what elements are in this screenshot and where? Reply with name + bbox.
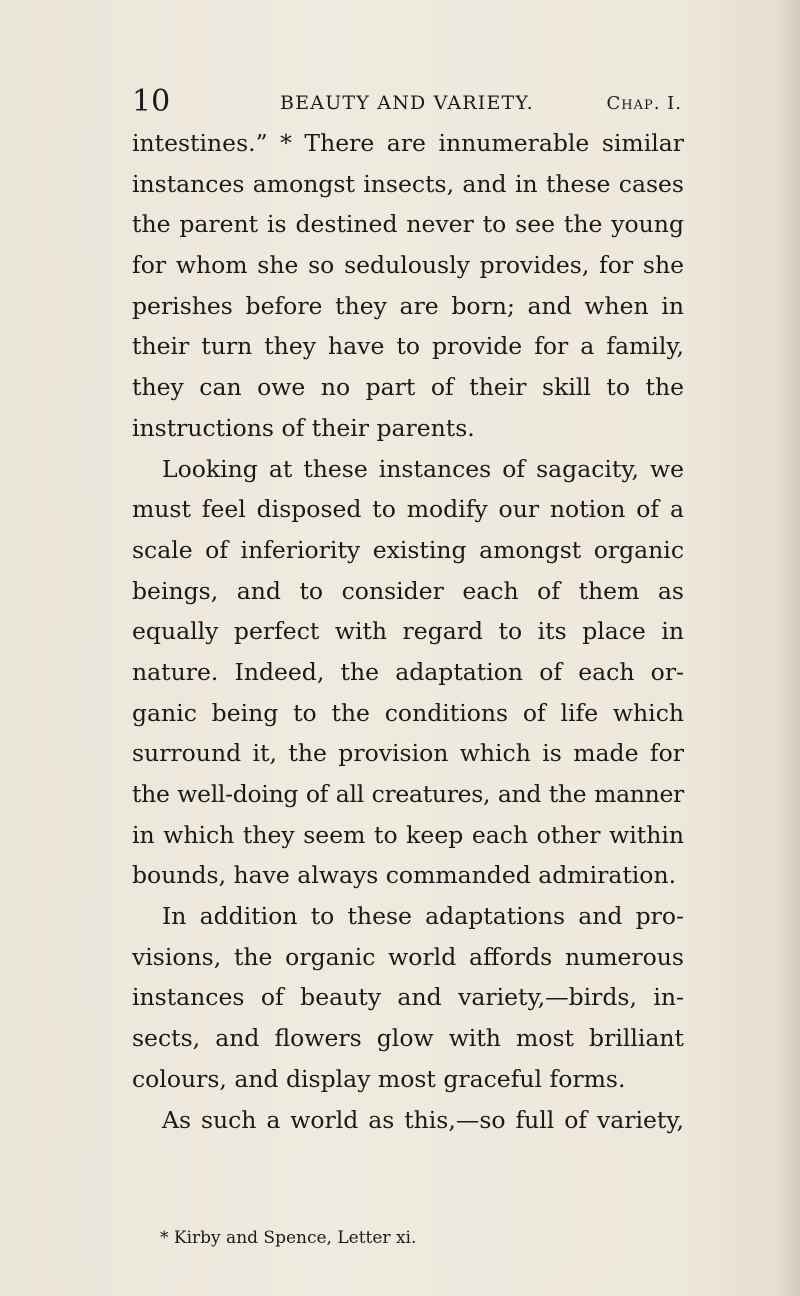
text-line: Looking at these instances of sagacity, we <box>162 454 684 483</box>
text-line: As such a world as this,—so full of variety, <box>162 1105 684 1134</box>
text-line: bounds, have always commanded admiration. <box>132 861 677 890</box>
running-title: BEAUTY AND VARIETY. <box>280 92 534 114</box>
text-line: perishes before they are born; and when in <box>132 291 684 320</box>
chapter-label: Chap. I. <box>606 93 682 114</box>
text-line: they can owe no part of their skill to the <box>132 373 684 402</box>
footnote: * Kirby and Spence, Letter xi. <box>160 1228 417 1248</box>
text-line: instances of beauty and variety,—birds, in- <box>132 983 684 1012</box>
text-line: in which they seem to keep each other within <box>132 820 684 849</box>
body-text <box>132 123 684 1140</box>
text-line: for whom she so sedulously provides, for she <box>132 251 684 280</box>
text-line: equally perfect with regard to its place in <box>132 617 684 646</box>
text-line: visions, the organic world affords numerous <box>132 942 684 971</box>
text-line: surround it, the provision which is made for <box>132 739 684 768</box>
page-header <box>132 84 682 120</box>
page-number: 10 <box>132 84 171 119</box>
text-line: scale of inferiority existing amongst organic <box>132 535 684 564</box>
text-line: instructions of their parents. <box>132 413 475 442</box>
text-line: ganic being to the conditions of life which <box>132 698 684 727</box>
text-line: their turn they have to provide for a family, <box>132 332 684 361</box>
text-line: must feel disposed to modify our notion of a <box>132 495 684 524</box>
text-line: intestines.” * There are innumerable similar <box>132 129 684 157</box>
page-edge-shadow <box>778 0 800 1296</box>
text-line: sects, and flowers glow with most brilliant <box>132 1024 684 1053</box>
text-line: beings, and to consider each of them as <box>132 576 684 605</box>
text-line: the well-doing of all creatures, and the manner <box>132 780 684 808</box>
text-line: the parent is destined never to see the young <box>132 210 684 239</box>
text-line: colours, and display most graceful forms. <box>132 1064 626 1093</box>
text-line: In addition to these adaptations and pro- <box>162 902 684 931</box>
text-line: nature. Indeed, the adaptation of each or- <box>132 657 684 686</box>
text-line: instances amongst insects, and in these cases <box>132 169 684 198</box>
